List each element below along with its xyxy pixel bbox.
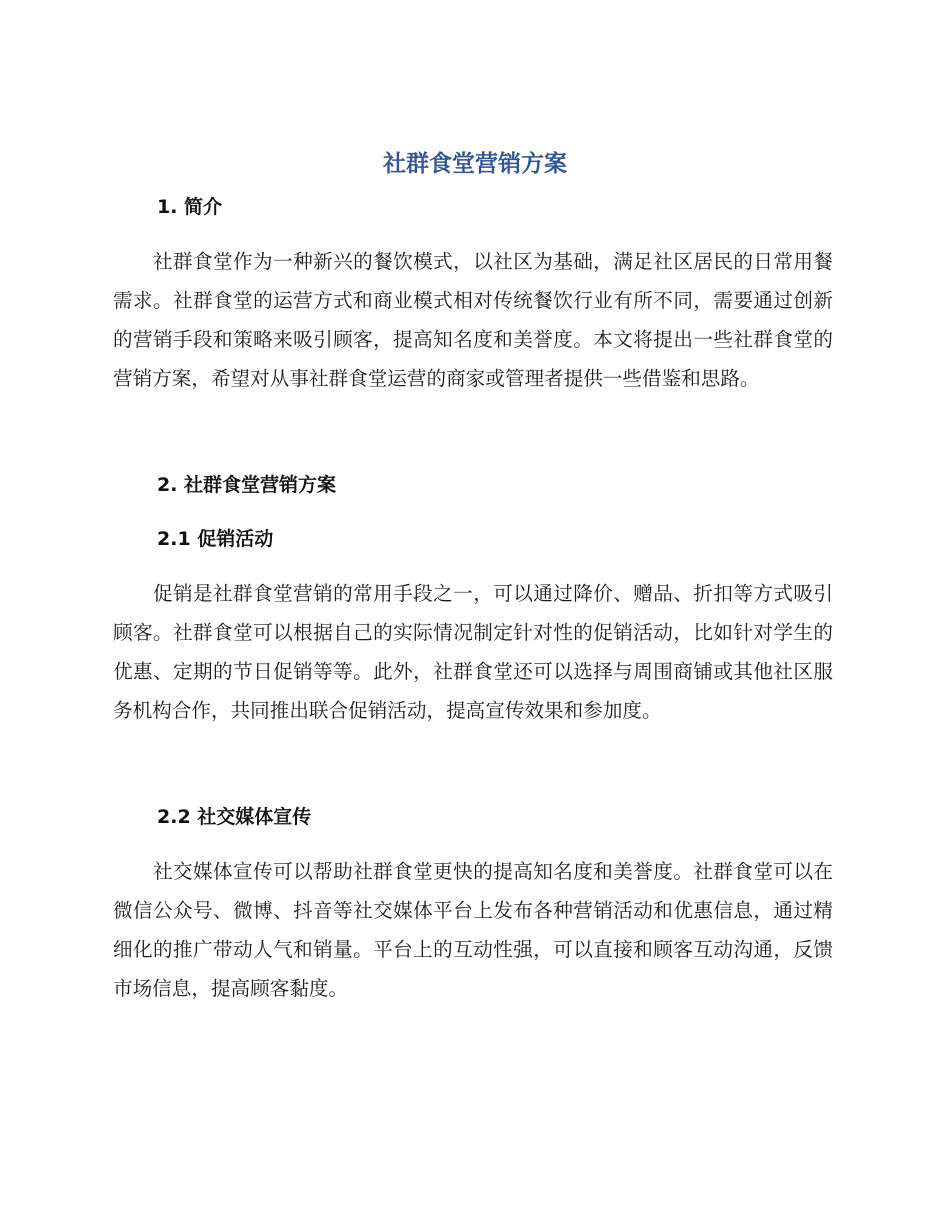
section-paragraph-social-media: 社交媒体宣传可以帮助社群食堂更快的提高知名度和美誉度。社群食堂可以在微信公众号、微博、抖音等社交媒体平台上发布各种营销活动和优惠信息，通过精细化的推广带动人气和销量。平台上的互动性强，可以直接和顾客互动沟通，反馈市场信息，提高顾客黏度。 (113, 860, 833, 1000)
section-paragraph-promotion: 促销是社群食堂营销的常用手段之一，可以通过降价、赠品、折扣等方式吸引顾客。社群食堂可以根据自己的实际情况制定针对性的促销活动，比如针对学生的优惠、定期的节日促销等等。此外，社群食堂还可以选择与周围商铺或其他社区服务机构合作，共同推出联合促销活动，提高宣传效果和参加度。 (113, 582, 833, 722)
section-heading-promotion: 2.1 促销活动 (157, 528, 274, 550)
section-heading-social-media: 2.2 社交媒体宣传 (157, 806, 312, 828)
document-title: 社群食堂营销方案 (383, 151, 567, 177)
section-heading-intro: 1. 简介 (157, 196, 223, 218)
section-paragraph-intro: 社群食堂作为一种新兴的餐饮模式，以社区为基础，满足社区居民的日常用餐需求。社群食堂的运营方式和商业模式相对传统餐饮行业有所不同，需要通过创新的营销手段和策略来吸引顾客，提高知名度和美誉度。本文将提出一些社群食堂的营销方案，希望对从事社群食堂运营的商家或管理者提供一些借鉴和思路。 (113, 250, 833, 390)
section-heading-plan: 2. 社群食堂营销方案 (157, 474, 337, 496)
